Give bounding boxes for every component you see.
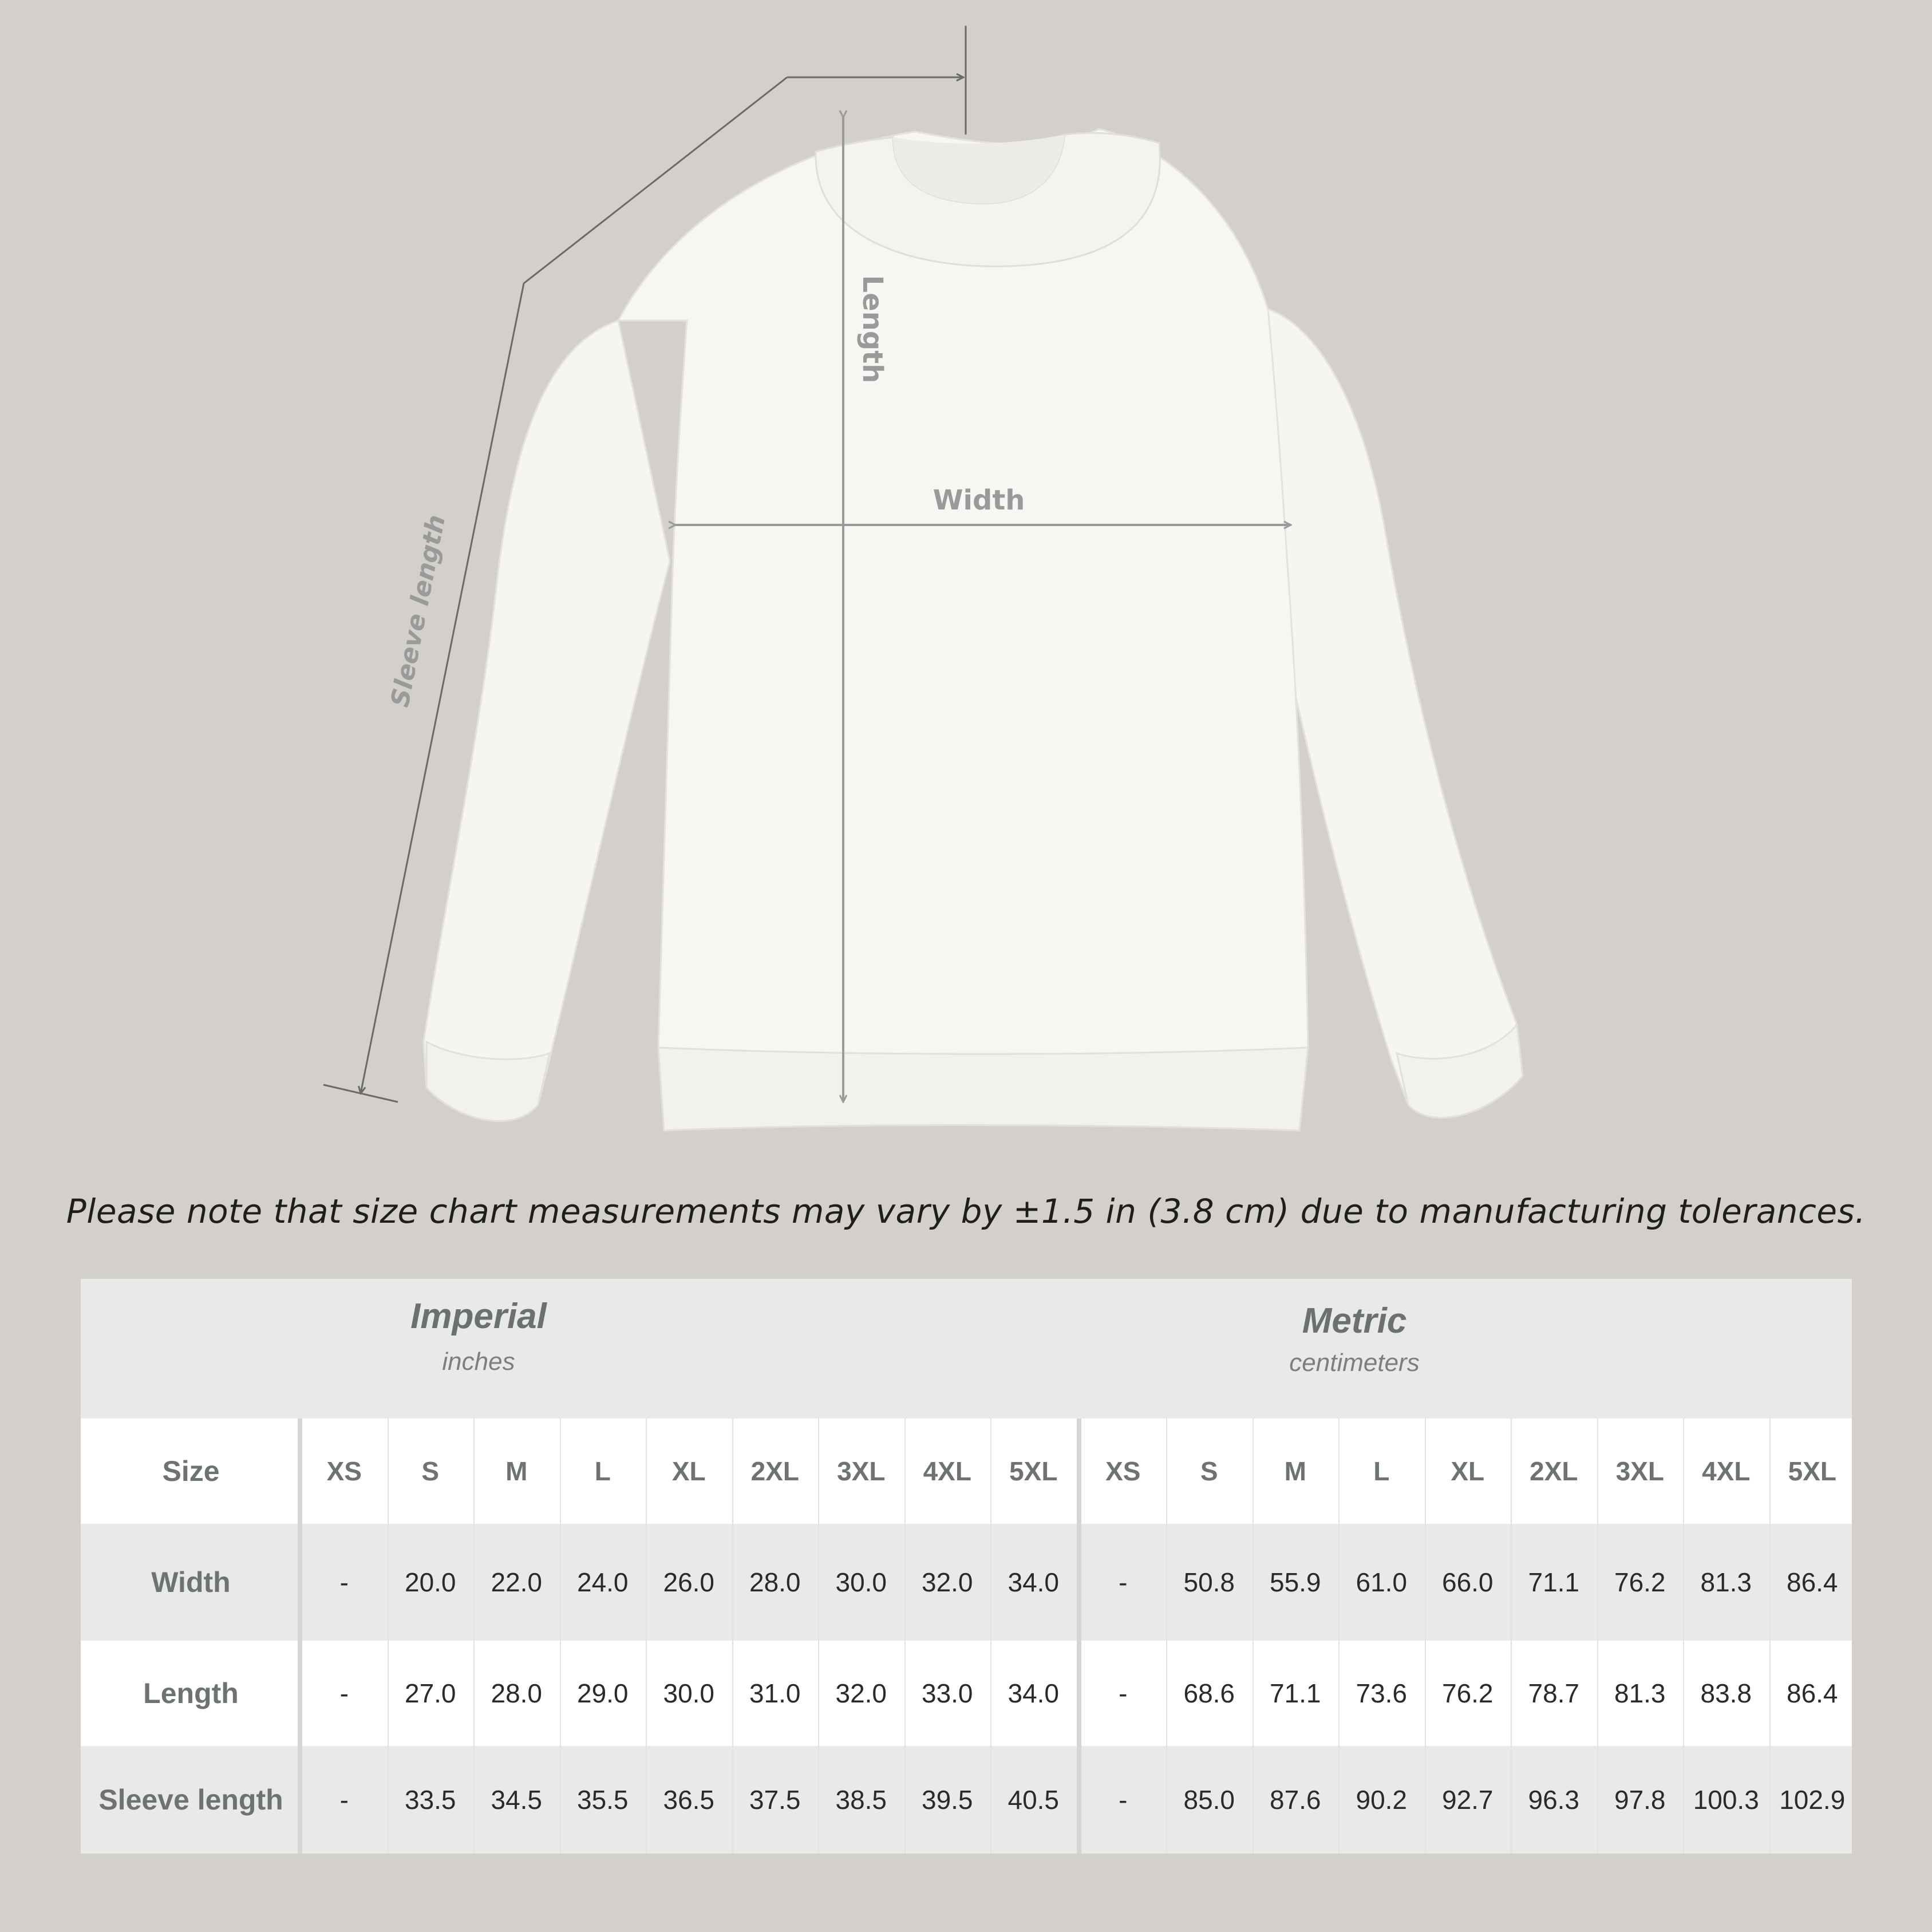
- imperial-value-cell: 37.5: [749, 1785, 801, 1815]
- size-header-row: [81, 1419, 1852, 1524]
- imperial-value-cell: 32.0: [921, 1567, 973, 1597]
- imperial-value-cell: 40.5: [1008, 1785, 1060, 1815]
- metric-size-header: 5XL: [1788, 1456, 1836, 1486]
- imperial-value-cell: 30.0: [835, 1567, 887, 1597]
- metric-value-cell: -: [1119, 1678, 1128, 1708]
- row-label: Width: [151, 1566, 231, 1598]
- metric-value-cell: 66.0: [1441, 1567, 1494, 1597]
- imperial-size-header: 4XL: [923, 1456, 971, 1486]
- column-divider: [1166, 1419, 1167, 1854]
- metric-value-cell: 85.0: [1183, 1785, 1235, 1815]
- metric-value-cell: 86.4: [1786, 1567, 1838, 1597]
- imperial-value-cell: 26.0: [663, 1567, 715, 1597]
- imperial-value-cell: 36.5: [663, 1785, 715, 1815]
- metric-value-cell: 76.2: [1614, 1567, 1666, 1597]
- imperial-size-header: S: [421, 1456, 440, 1486]
- column-divider: [560, 1419, 561, 1854]
- metric-size-header: S: [1200, 1456, 1218, 1486]
- metric-value-cell: 97.8: [1614, 1785, 1666, 1815]
- column-divider: [904, 1419, 906, 1854]
- column-divider: [1253, 1419, 1254, 1854]
- imperial-value-cell: 24.0: [576, 1567, 629, 1597]
- column-divider: [1683, 1419, 1684, 1854]
- sweatshirt-body: [618, 129, 1308, 1131]
- metric-value-cell: 50.8: [1183, 1567, 1235, 1597]
- imperial-value-cell: 34.5: [491, 1785, 543, 1815]
- imperial-value-cell: -: [339, 1785, 349, 1815]
- metric-value-cell: 86.4: [1786, 1678, 1838, 1708]
- metric-size-header: L: [1373, 1456, 1390, 1486]
- imperial-value-cell: 35.5: [576, 1785, 629, 1815]
- metric-value-cell: 102.9: [1779, 1785, 1846, 1815]
- column-divider-strong: [298, 1419, 302, 1854]
- metric-value-cell: 76.2: [1441, 1678, 1494, 1708]
- metric-value-cell: 55.9: [1269, 1567, 1321, 1597]
- column-divider: [990, 1419, 991, 1854]
- imperial-value-cell: 39.5: [921, 1785, 973, 1815]
- metric-value-cell: 68.6: [1183, 1678, 1235, 1708]
- imperial-value-cell: 38.5: [835, 1785, 887, 1815]
- column-divider: [1511, 1419, 1512, 1854]
- metric-size-header: 4XL: [1702, 1456, 1751, 1486]
- metric-value-cell: 78.7: [1528, 1678, 1580, 1708]
- sleeve-length-label: Sleeve length: [385, 512, 452, 710]
- imperial-value-cell: 28.0: [491, 1678, 543, 1708]
- table-row: [81, 1746, 1852, 1854]
- size-chart-table: [81, 1279, 1852, 1854]
- imperial-size-header: M: [505, 1456, 528, 1486]
- imperial-size-header: 5XL: [1009, 1456, 1058, 1486]
- column-divider: [388, 1419, 389, 1854]
- imperial-size-header: 3XL: [837, 1456, 886, 1486]
- imperial-unit: inches: [442, 1348, 515, 1376]
- imperial-value-cell: 22.0: [491, 1567, 543, 1597]
- table-row: [81, 1524, 1852, 1641]
- column-divider: [818, 1419, 819, 1854]
- imperial-value-cell: 34.0: [1008, 1567, 1060, 1597]
- metric-value-cell: 81.3: [1700, 1567, 1752, 1597]
- imperial-value-cell: 29.0: [576, 1678, 629, 1708]
- imperial-value-cell: 30.0: [663, 1678, 715, 1708]
- table-row: [81, 1641, 1852, 1746]
- length-label: Length: [856, 275, 888, 384]
- sweatshirt-image: [424, 129, 1523, 1131]
- imperial-value-cell: 31.0: [749, 1678, 801, 1708]
- imperial-value-cell: 33.0: [921, 1678, 973, 1708]
- imperial-value-cell: -: [339, 1678, 349, 1708]
- column-divider: [1597, 1419, 1598, 1854]
- metric-size-header: 2XL: [1530, 1456, 1578, 1486]
- imperial-value-cell: 28.0: [749, 1567, 801, 1597]
- size-column-label: Size: [162, 1455, 220, 1487]
- imperial-title: Imperial: [410, 1297, 547, 1336]
- metric-value-cell: 96.3: [1528, 1785, 1580, 1815]
- metric-value-cell: 87.6: [1269, 1785, 1321, 1815]
- column-divider-strong: [1077, 1419, 1081, 1854]
- column-divider: [646, 1419, 647, 1854]
- imperial-value-cell: 33.5: [404, 1785, 456, 1815]
- column-divider: [1769, 1419, 1771, 1854]
- metric-value-cell: 71.1: [1269, 1678, 1321, 1708]
- metric-size-header: 3XL: [1615, 1456, 1664, 1486]
- width-label: Width: [933, 484, 1025, 516]
- unit-header-band: [81, 1279, 1852, 1419]
- metric-value-cell: -: [1119, 1785, 1128, 1815]
- imperial-value-cell: 20.0: [404, 1567, 456, 1597]
- metric-title: Metric: [1302, 1301, 1407, 1341]
- metric-value-cell: -: [1119, 1567, 1128, 1597]
- column-divider: [473, 1419, 475, 1854]
- imperial-value-cell: -: [339, 1567, 349, 1597]
- metric-size-header: M: [1284, 1456, 1306, 1486]
- metric-value-cell: 83.8: [1700, 1678, 1752, 1708]
- metric-size-header: XS: [1105, 1456, 1141, 1486]
- metric-value-cell: 81.3: [1614, 1678, 1666, 1708]
- column-divider: [732, 1419, 733, 1854]
- metric-unit: centimeters: [1289, 1349, 1420, 1377]
- imperial-value-cell: 34.0: [1008, 1678, 1060, 1708]
- column-divider: [1425, 1419, 1426, 1854]
- metric-value-cell: 100.3: [1693, 1785, 1759, 1815]
- imperial-value-cell: 32.0: [835, 1678, 887, 1708]
- column-divider: [1338, 1419, 1340, 1854]
- imperial-value-cell: 27.0: [404, 1678, 456, 1708]
- metric-value-cell: 90.2: [1356, 1785, 1408, 1815]
- imperial-size-header: XS: [326, 1456, 362, 1486]
- metric-value-cell: 71.1: [1528, 1567, 1580, 1597]
- row-label: Sleeve length: [98, 1784, 283, 1816]
- imperial-size-header: L: [594, 1456, 611, 1486]
- tolerance-note: Please note that size chart measurements may vary by ±1.5 in (3.8 cm) due to manufacturing tolerances.: [66, 1192, 1866, 1231]
- row-label: Length: [143, 1677, 239, 1709]
- metric-value-cell: 61.0: [1356, 1567, 1408, 1597]
- metric-value-cell: 73.6: [1356, 1678, 1408, 1708]
- imperial-size-header: XL: [671, 1456, 706, 1486]
- metric-size-header: XL: [1451, 1456, 1485, 1486]
- metric-value-cell: 92.7: [1441, 1785, 1494, 1815]
- left-sleeve: [424, 321, 670, 1121]
- imperial-size-header: 2XL: [750, 1456, 799, 1486]
